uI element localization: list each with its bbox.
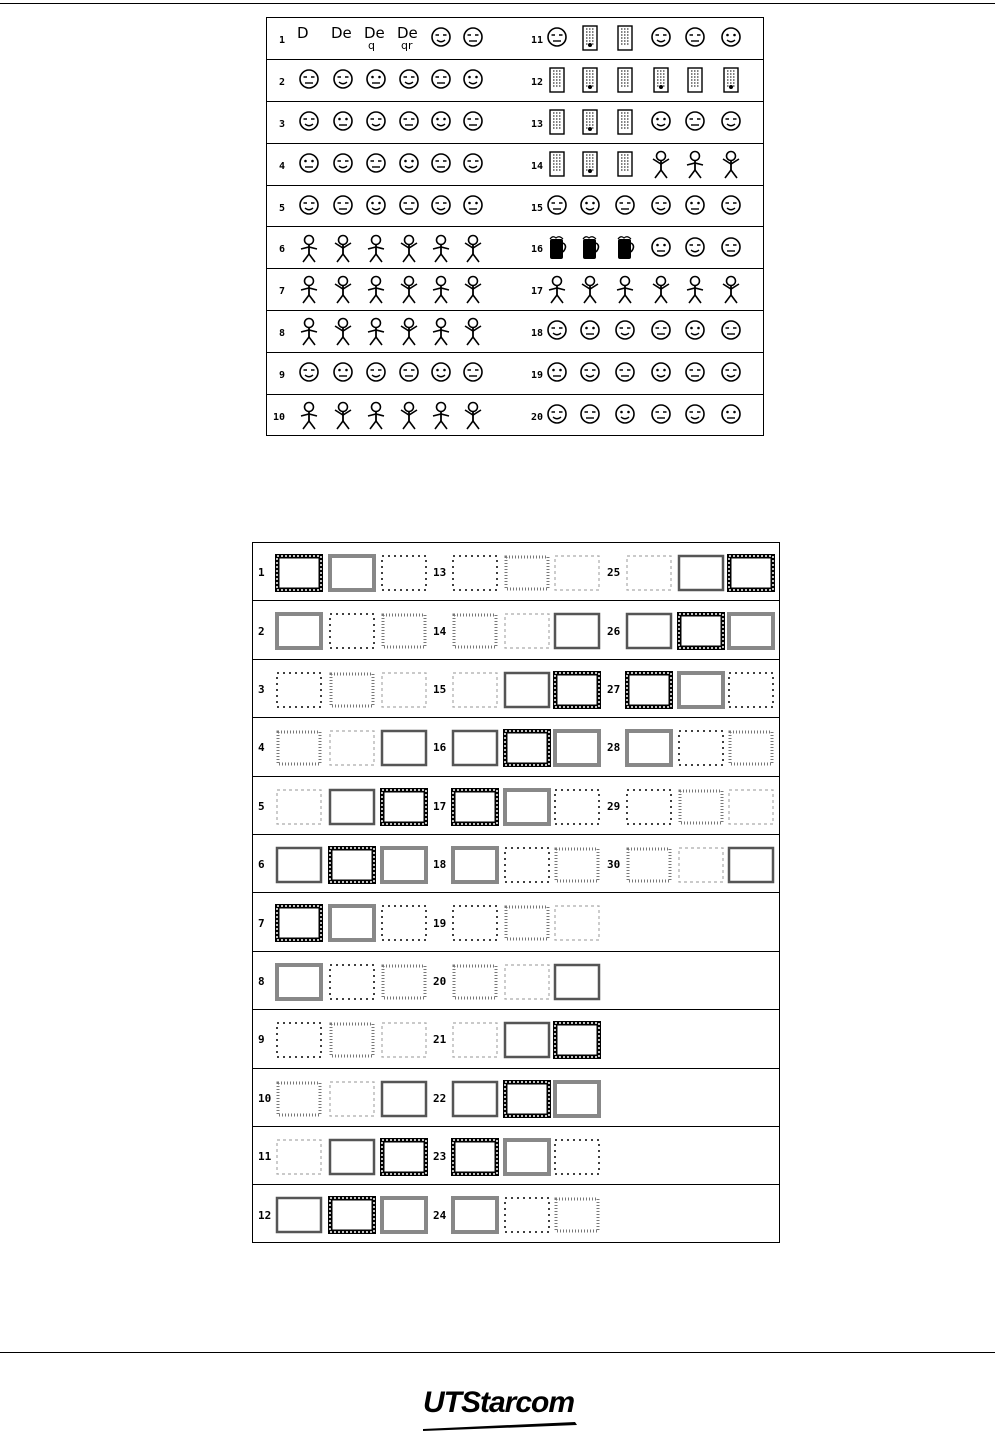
face-icon [364,359,390,393]
frame-row [253,835,779,893]
stick-figure-icon [331,317,357,351]
stick-figure-icon [297,275,323,309]
frame-preview [677,554,725,596]
row-number: 17 [531,286,544,298]
face-icon [297,150,323,184]
frame-row [253,1185,779,1243]
frame-preview [503,612,551,654]
frame-preview [503,904,551,946]
stick-figure-icon [461,275,487,309]
row-number: 11 [531,34,544,46]
stick-figure-icon [461,234,487,268]
building-icon [578,108,604,142]
frame-number: 2 [258,624,265,638]
frame-preview [275,1021,323,1063]
frame-row [253,777,779,835]
frame-number: 1 [258,566,265,580]
frame-preview [275,1196,323,1238]
stick-figure-icon [545,275,571,309]
face-icon [719,234,745,268]
face-icon [719,24,745,58]
row-number: 20 [531,412,544,424]
frame-preview [275,846,323,888]
stick-figure-icon [683,150,709,184]
frame-number: 25 [607,566,621,580]
frame-preview [328,904,376,946]
frame-preview [380,729,428,771]
face-icon [649,192,675,226]
frame-number: 18 [433,858,447,872]
face-icon [613,192,639,226]
row-number: 19 [531,370,544,382]
frame-number: 22 [433,1091,447,1105]
face-icon [364,108,390,142]
stick-figure-icon [429,234,455,268]
frame-number: 13 [433,566,447,580]
emoticon-text: De [364,24,385,42]
face-icon [397,150,423,184]
frame-row [253,543,779,601]
frame-number: 23 [433,1150,447,1164]
frame-number: 14 [433,624,447,638]
emoticon-row [267,186,763,228]
frame-preview [503,554,551,596]
frame-preview [503,1080,551,1122]
face-icon [649,359,675,393]
emoticon-subtext: q [368,39,375,52]
frame-preview [727,554,775,596]
frame-preview [503,1021,551,1063]
frame-preview [503,671,551,713]
row-number: 7 [279,286,286,298]
building-icon [613,66,639,100]
frame-number: 11 [258,1150,272,1164]
face-icon [578,192,604,226]
frame-row [253,660,779,718]
emoticon-row [267,144,763,186]
face-icon [461,359,487,393]
frame-preview [380,846,428,888]
face-icon [331,192,357,226]
building-icon [545,66,571,100]
stick-figure-icon [397,317,423,351]
building-icon [578,150,604,184]
frame-number: 5 [258,799,265,813]
frame-preview [451,1138,499,1180]
frame-preview [380,1196,428,1238]
frame-preview [553,963,601,1005]
frame-preview [553,612,601,654]
beer-mug-icon [545,234,571,268]
frame-preview [727,612,775,654]
frame-row [253,601,779,659]
face-icon [397,66,423,100]
frame-number: 24 [433,1208,447,1222]
frame-preview [380,1080,428,1122]
frame-preview [625,554,673,596]
frame-preview [503,846,551,888]
face-icon [297,192,323,226]
face-icon [683,108,709,142]
face-icon [429,24,455,58]
frame-row [253,1010,779,1068]
face-icon [364,192,390,226]
stick-figure-icon [719,150,745,184]
frame-row [253,893,779,951]
frame-preview [275,1080,323,1122]
face-icon [331,108,357,142]
frame-preview [275,612,323,654]
frame-preview [625,671,673,713]
frame-number: 26 [607,624,621,638]
stick-figure-icon [331,275,357,309]
frame-number: 6 [258,858,265,872]
frame-preview [380,1021,428,1063]
face-icon [578,317,604,351]
frame-number: 19 [433,916,447,930]
frame-preview [451,729,499,771]
frame-preview [380,904,428,946]
stick-figure-icon [364,275,390,309]
stick-figure-icon [461,317,487,351]
stick-figure-icon [649,150,675,184]
emoticon-text: De [397,24,418,42]
bottom-rule [0,1352,995,1353]
face-icon [683,401,709,435]
face-icon [429,108,455,142]
row-number: 15 [531,202,544,214]
frame-number: 28 [607,741,621,755]
row-number: 9 [279,370,286,382]
face-icon [545,401,571,435]
emoticon-text: D [297,24,309,42]
frame-preview [451,554,499,596]
row-number: 8 [279,328,286,340]
frame-preview [553,1080,601,1122]
building-icon [613,150,639,184]
stick-figure-icon [461,401,487,435]
frame-preview [275,671,323,713]
utstarcom-logo [423,1386,583,1431]
frame-number: 15 [433,682,447,696]
stick-figure-icon [429,317,455,351]
stick-figure-icon [331,401,357,435]
building-icon [613,24,639,58]
face-icon [397,108,423,142]
stick-figure-icon [613,275,639,309]
building-icon [545,108,571,142]
building-icon [719,66,745,100]
face-icon [461,108,487,142]
frame-preview [328,671,376,713]
frame-preview [625,612,673,654]
stick-figure-icon [364,401,390,435]
frame-preview [275,904,323,946]
stick-figure-icon [364,234,390,268]
frame-preview [380,612,428,654]
emoticon-row [267,395,763,437]
face-icon [719,108,745,142]
frame-preview [328,963,376,1005]
beer-mug-icon [613,234,639,268]
frame-number: 9 [258,1033,265,1047]
frame-number: 30 [607,858,621,872]
frame-preview [553,1196,601,1238]
face-icon [397,192,423,226]
stick-figure-icon [683,275,709,309]
emoticon-row [267,18,763,60]
frame-row [253,1127,779,1185]
frame-preview [553,1021,601,1063]
face-icon [719,401,745,435]
frame-preview [553,554,601,596]
top-rule [0,3,995,4]
frame-preview [677,729,725,771]
emoticon-row [267,60,763,102]
face-icon [613,401,639,435]
row-number: 16 [531,244,544,256]
stick-figure-icon [429,275,455,309]
face-icon [649,401,675,435]
frame-preview [503,729,551,771]
frame-preview [553,788,601,830]
frame-number: 8 [258,974,265,988]
frame-preview [553,846,601,888]
face-icon [429,66,455,100]
frame-preview [727,671,775,713]
frame-preview [451,963,499,1005]
frame-number: 21 [433,1033,447,1047]
frame-preview [451,1196,499,1238]
stick-figure-icon [297,317,323,351]
emoticon-row [267,228,763,270]
frame-preview [451,904,499,946]
face-icon [297,66,323,100]
row-number: 1 [279,34,286,46]
row-number: 12 [531,76,544,88]
stick-figure-icon [397,401,423,435]
stick-figure-icon [719,275,745,309]
face-icon [578,401,604,435]
face-icon [719,192,745,226]
stick-figure-icon [297,401,323,435]
frame-style-table [252,542,780,1243]
row-number: 4 [279,160,286,172]
row-number: 2 [279,76,286,88]
stick-figure-icon [429,401,455,435]
face-icon [719,317,745,351]
face-icon [649,108,675,142]
face-icon [683,317,709,351]
face-icon [331,66,357,100]
frame-preview [503,788,551,830]
frame-preview [727,846,775,888]
frame-preview [380,554,428,596]
logo-swoosh [423,1386,583,1431]
frame-preview [451,788,499,830]
beer-mug-icon [578,234,604,268]
frame-row [253,718,779,776]
emoticon-row [267,353,763,395]
frame-preview [328,1196,376,1238]
frame-preview [380,963,428,1005]
stick-figure-icon [364,317,390,351]
frame-preview [328,1021,376,1063]
face-icon [578,359,604,393]
building-icon [578,24,604,58]
frame-preview [553,904,601,946]
frame-preview [625,729,673,771]
emoticon-text: De [331,24,352,42]
frame-preview [275,1138,323,1180]
row-number: 13 [531,118,544,130]
face-icon [364,66,390,100]
face-icon [719,359,745,393]
emoticon-row [267,269,763,311]
stick-figure-icon [297,234,323,268]
frame-preview [275,729,323,771]
frame-number: 12 [258,1208,272,1222]
face-icon [683,24,709,58]
frame-preview [677,788,725,830]
frame-preview [553,671,601,713]
stick-figure-icon [331,234,357,268]
frame-preview [328,1138,376,1180]
frame-preview [503,963,551,1005]
frame-preview [677,612,725,654]
frame-preview [328,846,376,888]
logo-text: UTStarcom [423,1386,575,1419]
frame-preview [328,729,376,771]
emoticon-row [267,102,763,144]
frame-preview [625,846,673,888]
row-number: 10 [273,412,286,424]
stick-figure-icon [397,275,423,309]
face-icon [461,66,487,100]
frame-number: 20 [433,974,447,988]
frame-number: 4 [258,741,265,755]
face-icon [461,192,487,226]
frame-number: 17 [433,799,447,813]
frame-preview [451,612,499,654]
frame-preview [328,788,376,830]
frame-preview [328,612,376,654]
frame-preview [328,1080,376,1122]
frame-number: 16 [433,741,447,755]
face-icon [331,359,357,393]
face-icon [429,192,455,226]
frame-number: 3 [258,682,265,696]
face-icon [331,150,357,184]
face-icon [545,192,571,226]
frame-row [253,952,779,1010]
face-icon [461,24,487,58]
frame-preview [380,671,428,713]
face-icon [545,24,571,58]
frame-preview [677,671,725,713]
frame-preview [553,729,601,771]
frame-number: 29 [607,799,621,813]
frame-preview [275,963,323,1005]
row-number: 14 [531,160,544,172]
frame-preview [625,788,673,830]
stick-figure-icon [649,275,675,309]
row-number: 6 [279,244,286,256]
emoticon-subtext: qr [401,39,413,52]
frame-preview [451,671,499,713]
row-number: 3 [279,118,286,130]
face-icon [649,317,675,351]
face-icon [683,234,709,268]
face-icon [613,359,639,393]
building-icon [683,66,709,100]
frame-preview [503,1196,551,1238]
frame-number: 10 [258,1091,272,1105]
face-icon [683,192,709,226]
face-icon [649,234,675,268]
face-icon [545,317,571,351]
face-icon [429,359,455,393]
frame-preview [275,788,323,830]
frame-preview [275,554,323,596]
building-icon [613,108,639,142]
face-icon [613,317,639,351]
emoticon-animation-table [266,17,764,436]
face-icon [545,359,571,393]
face-icon [364,150,390,184]
face-icon [397,359,423,393]
frame-preview [451,1021,499,1063]
row-number: 18 [531,328,544,340]
face-icon [429,150,455,184]
building-icon [578,66,604,100]
frame-preview [503,1138,551,1180]
stick-figure-icon [578,275,604,309]
frame-preview [727,788,775,830]
frame-preview [380,1138,428,1180]
stick-figure-icon [397,234,423,268]
frame-preview [553,1138,601,1180]
face-icon [297,359,323,393]
frame-preview [328,554,376,596]
frame-preview [380,788,428,830]
frame-preview [727,729,775,771]
frame-preview [451,1080,499,1122]
face-icon [297,108,323,142]
face-icon [461,150,487,184]
face-icon [649,24,675,58]
frame-preview [677,846,725,888]
building-icon [649,66,675,100]
row-number: 5 [279,202,286,214]
frame-number: 7 [258,916,265,930]
emoticon-row [267,311,763,353]
frame-row [253,1069,779,1127]
frame-number: 27 [607,682,621,696]
frame-preview [451,846,499,888]
face-icon [683,359,709,393]
building-icon [545,150,571,184]
